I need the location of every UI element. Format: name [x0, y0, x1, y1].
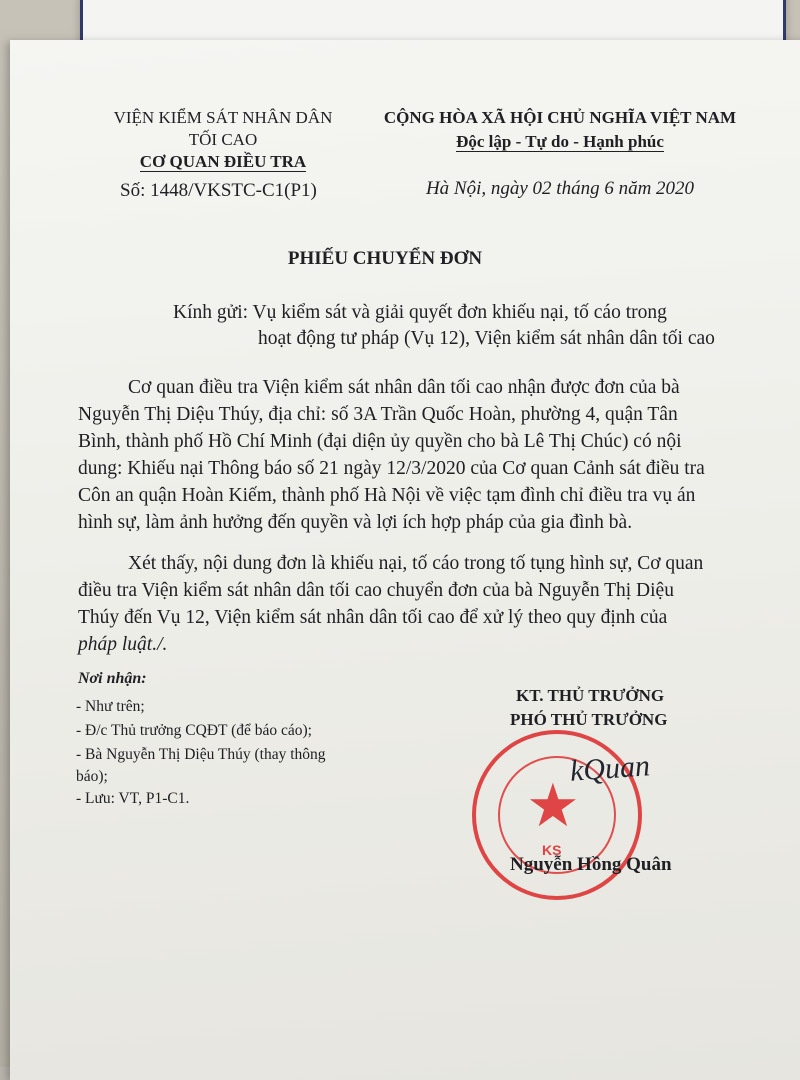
signature-role-line2: PHÓ THỦ TRƯỞNG	[510, 710, 668, 729]
paragraph2-line2: điều tra Viện kiểm sát nhân dân tối cao chuyển đơn của bà Nguyễn Thị Diệu	[78, 580, 674, 601]
document-number: Số: 1448/VKSTC-C1(P1)	[120, 180, 317, 201]
issue-date: Hà Nội, ngày 02 tháng 6 năm 2020	[425, 178, 695, 199]
recipient-item: - Đ/c Thủ trưởng CQĐT (để báo cáo);	[76, 722, 312, 739]
agency-line1: VIỆN KIỂM SÁT NHÂN DÂN	[113, 108, 333, 127]
recipient-item: báo);	[76, 768, 108, 785]
recipient-item: - Bà Nguyễn Thị Diệu Thúy (thay thông	[76, 746, 326, 763]
paragraph1-line3: Bình, thành phố Hồ Chí Minh (đại diện ủy quyền cho bà Lê Thị Chúc) có nội	[78, 431, 682, 452]
recipients-heading: Nơi nhận:	[78, 670, 147, 687]
addressee-line2: hoạt động tư pháp (Vụ 12), Viện kiểm sát nhân dân tối cao	[258, 328, 715, 349]
addressee-line1: Kính gửi: Vụ kiểm sát và giải quyết đơn khiếu nại, tố cáo trong	[173, 302, 667, 323]
paragraph1-line2: Nguyễn Thị Diệu Thúy, địa chỉ: số 3A Trần Quốc Hoàn, phường 4, quận Tân	[78, 404, 678, 425]
paragraph2-line3: Thúy đến Vụ 12, Viện kiểm sát nhân dân tối cao để xử lý theo quy định của	[78, 607, 668, 628]
document-title: PHIẾU CHUYỂN ĐƠN	[287, 248, 483, 269]
paragraph1-line6: hình sự, làm ảnh hưởng đến quyền và lợi ích hợp pháp của gia đình bà.	[78, 512, 633, 533]
country-name: CỘNG HÒA XÃ HỘI CHỦ NGHĨA VIỆT NAM	[383, 108, 737, 127]
agency-line2: TỐI CAO	[188, 130, 258, 149]
motto: Độc lập - Tự do - Hạnh phúc	[456, 132, 664, 151]
handwritten-signature: kQuan	[568, 749, 652, 788]
seal-ks-text: KS	[542, 842, 562, 858]
agency-name: CƠ QUAN ĐIỀU TRA	[139, 152, 307, 171]
recipient-item: - Lưu: VT, P1-C1.	[76, 790, 190, 807]
recipient-item: - Như trên;	[76, 698, 145, 715]
paragraph1-line5: Côn an quận Hoàn Kiếm, thành phố Hà Nội về việc tạm đình chỉ điều tra vụ án	[78, 485, 696, 506]
document-page	[10, 40, 800, 1080]
paragraph1-line1: Cơ quan điều tra Viện kiểm sát nhân dân tối cao nhận được đơn của bà	[128, 377, 680, 398]
signature-role-line1: KT. THỦ TRƯỞNG	[516, 686, 665, 705]
signer-name: Nguyễn Hồng Quân	[510, 854, 672, 875]
paragraph2-line1: Xét thấy, nội dung đơn là khiếu nại, tố cáo trong tố tụng hình sự, Cơ quan	[128, 553, 704, 574]
star-icon: ★	[526, 773, 580, 839]
paragraph1-line4: dung: Khiếu nại Thông báo số 21 ngày 12/3/2020 của Cơ quan Cảnh sát điều tra	[78, 458, 705, 479]
paragraph2-line4: pháp luật./.	[78, 634, 168, 655]
